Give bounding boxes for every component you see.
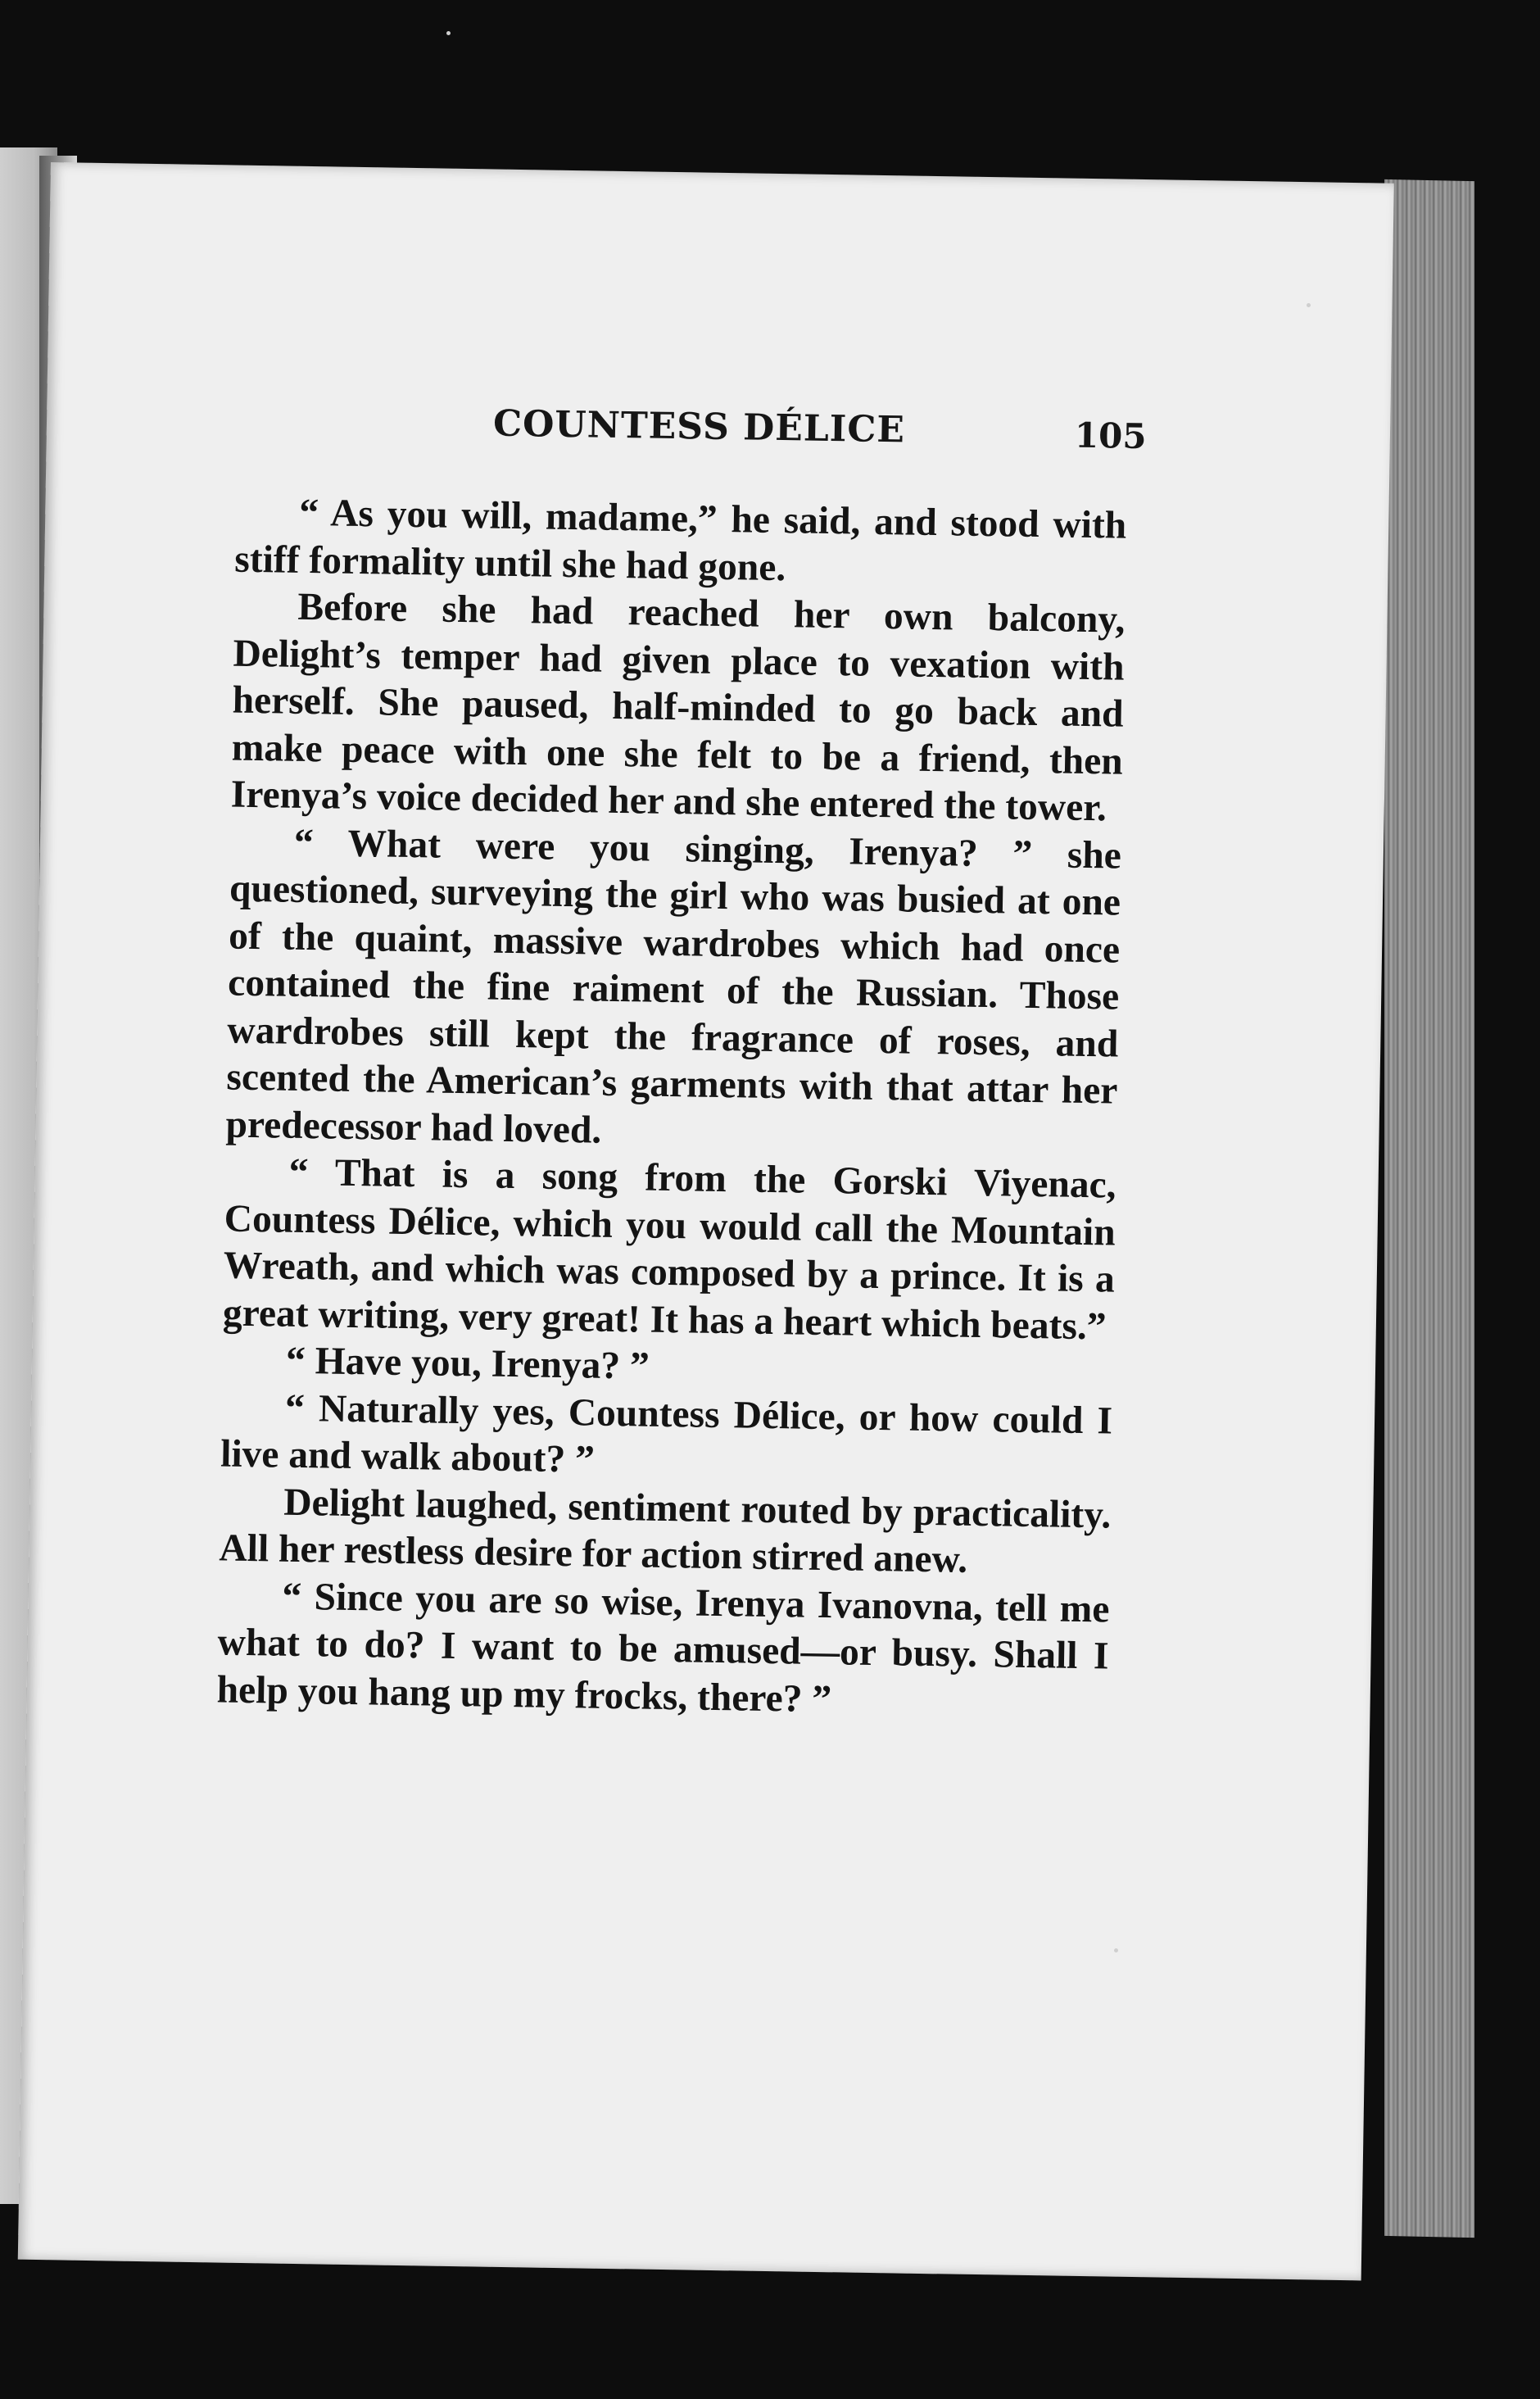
page-header: [46, 396, 1390, 474]
book-page: [18, 162, 1394, 2280]
dust-speck: [446, 31, 451, 35]
dust-speck: [1307, 303, 1311, 307]
paragraph: “ Since you are so wise, Irenya Ivanovna, tell me what to do? I want to be amused—or busy. Shall I help you hang up my frocks, there? ”: [216, 1575, 1110, 1721]
dust-speck: [1114, 1948, 1118, 1952]
body-text: [216, 489, 1126, 1728]
running-head: COUNTESS DÉLICE: [492, 402, 906, 451]
paragraph: “ Have you, Irenya? ”: [285, 1339, 650, 1388]
paragraph: Delight laughed, sentiment routed by practicality. All her restless desire for action stirred anew.: [219, 1481, 1112, 1581]
paragraph: “ What were you singing, Irenya? ” she questioned, surveying the girl who was busied at one of the quaint, massive wardrobes which had once contained the fine raiment of the Russian. Those wardrobes still kept the fragrance of roses, and scented the American’s garments with that attar her predecessor had loved.: [225, 821, 1122, 1152]
page-number: 105: [1074, 415, 1147, 457]
paragraph: Before she had reached her own balcony, Delight’s temper had given place to vexation with herself. She paused, half-minded to go back and make peace with one she felt to be a friend, then Irenya’s voice decided her and she entered the tower.: [230, 585, 1126, 830]
page-edges: [1384, 179, 1474, 2238]
paragraph: “ That is a song from the Gorski Viyenac, Countess Délice, which you would call the Mountain Wreath, and which was composed by a prince. It is a great writing, very great! It has a heart which beats.”: [222, 1150, 1116, 1348]
paragraph: “ Naturally yes, Countess Délice, or how could I live and walk about? ”: [220, 1386, 1113, 1481]
paragraph: “ As you will, madame,” he said, and stood with stiff formality until she had gone.: [234, 491, 1127, 589]
